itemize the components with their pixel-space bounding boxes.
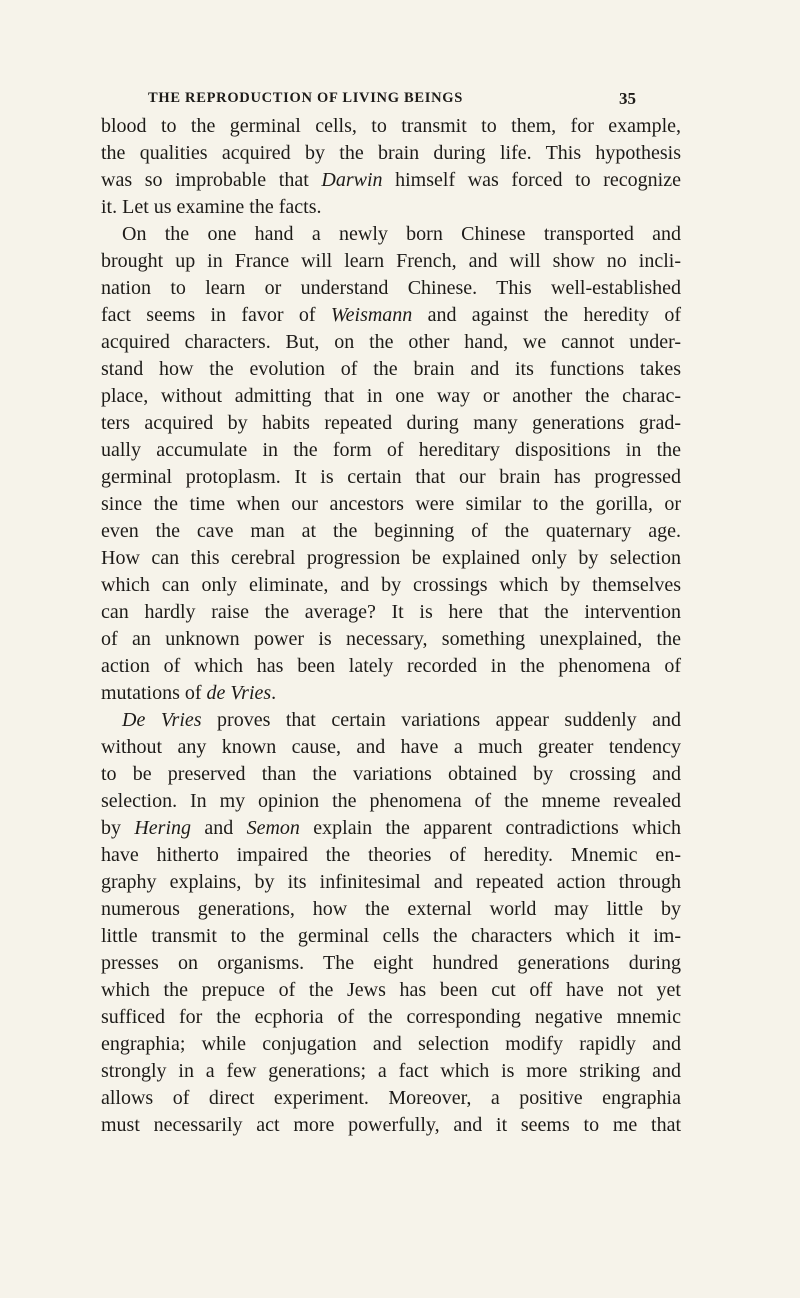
- text-segment: .: [271, 682, 277, 704]
- text-line: [101, 734, 681, 761]
- text-segment: by: [101, 817, 135, 839]
- italic-text: Weismann: [330, 304, 413, 326]
- text-line: [101, 329, 681, 356]
- text-segment: which the prepuce of the Jews has been cut off have not yet: [101, 979, 681, 1001]
- text-segment: presses on organisms. The eight hundred generations during: [101, 952, 681, 974]
- text-segment: it. Let us examine the facts.: [101, 196, 322, 218]
- text-line: [101, 140, 681, 167]
- text-segment: and against the heredity of: [412, 304, 681, 326]
- text-segment: mutations of: [101, 682, 207, 704]
- text-line: [101, 950, 681, 977]
- text-line: [101, 626, 681, 653]
- text-line: [101, 1058, 681, 1085]
- text-line: [101, 869, 681, 896]
- running-head: THE REPRODUCTION OF LIVING BEINGS: [148, 90, 464, 106]
- text-line: [101, 167, 681, 194]
- page-header: [0, 90, 800, 114]
- text-line: [101, 977, 681, 1004]
- text-segment: blood to the germinal cells, to transmit to them, for example,: [101, 115, 681, 137]
- text-segment: germinal protoplasm. It is certain that our brain has progressed: [101, 466, 681, 488]
- page-number: 35: [619, 89, 636, 108]
- text-line: [101, 545, 681, 572]
- text-segment: allows of direct experiment. Moreover, a positive engraphia: [101, 1087, 681, 1109]
- text-segment: selection. In my opinion the phenomena of the mneme revealed: [101, 790, 681, 812]
- text-segment: numerous generations, how the external world may little by: [101, 898, 681, 920]
- text-segment: nation to learn or understand Chinese. This well-established: [101, 277, 681, 299]
- italic-text: Semon: [246, 817, 300, 839]
- text-segment: proves that certain variations appear suddenly and: [201, 709, 682, 731]
- text-line: [101, 788, 681, 815]
- text-segment: and: [191, 817, 247, 839]
- text-segment: action of which has been lately recorded in the phenomena of: [101, 655, 681, 677]
- italic-text: Hering: [134, 817, 192, 839]
- italic-text: de Vries: [206, 682, 272, 704]
- text-line: [101, 815, 681, 842]
- text-segment: himself was forced to recognize: [382, 169, 681, 191]
- text-line: [101, 1031, 681, 1058]
- text-line: [101, 302, 681, 329]
- body-text: [101, 113, 681, 1139]
- text-segment: How can this cerebral progression be explained only by selection: [101, 547, 681, 569]
- text-line: [101, 518, 681, 545]
- text-segment: since the time when our ancestors were similar to the gorilla, or: [101, 493, 681, 515]
- text-segment: little transmit to the germinal cells the characters which it im-: [101, 925, 681, 947]
- text-line: [101, 248, 681, 275]
- text-line: [101, 464, 681, 491]
- text-segment: can hardly raise the average? It is here that the intervention: [101, 601, 681, 623]
- text-segment: the qualities acquired by the brain during life. This hypothesis: [101, 142, 681, 164]
- text-segment: ually accumulate in the form of hereditary dispositions in the: [101, 439, 681, 461]
- text-line: [101, 923, 681, 950]
- text-line: [101, 1085, 681, 1112]
- text-segment: even the cave man at the beginning of the quaternary age.: [101, 520, 681, 542]
- text-segment: have hitherto impaired the theories of heredity. Mnemic en-: [101, 844, 681, 866]
- text-line: [101, 194, 681, 221]
- text-segment: strongly in a few generations; a fact which is more striking and: [101, 1060, 681, 1082]
- text-segment: which can only eliminate, and by crossings which by themselves: [101, 574, 681, 596]
- text-segment: to be preserved than the variations obtained by crossing and: [101, 763, 681, 785]
- text-line: [101, 275, 681, 302]
- text-line: [101, 491, 681, 518]
- text-line: [101, 410, 681, 437]
- text-segment: engraphia; while conjugation and selection modify rapidly and: [101, 1033, 681, 1055]
- text-segment: of an unknown power is necessary, something unexplained, the: [101, 628, 681, 650]
- text-line: [101, 1004, 681, 1031]
- text-segment: sufficed for the ecphoria of the corresponding negative mnemic: [101, 1006, 681, 1028]
- italic-text: De Vries: [122, 709, 202, 731]
- text-segment: must necessarily act more powerfully, and it seems to me that: [101, 1114, 681, 1136]
- text-segment: ters acquired by habits repeated during many generations grad-: [101, 412, 681, 434]
- text-line: [101, 113, 681, 140]
- text-line: [101, 221, 681, 248]
- text-segment: brought up in France will learn French, and will show no incli-: [101, 250, 681, 272]
- text-line: [101, 896, 681, 923]
- italic-text: Darwin: [321, 169, 383, 191]
- text-line: [101, 383, 681, 410]
- text-line: [101, 707, 681, 734]
- text-line: [101, 599, 681, 626]
- text-line: [101, 653, 681, 680]
- text-line: [101, 842, 681, 869]
- text-segment: On the one hand a newly born Chinese transported and: [122, 223, 681, 245]
- text-line: [101, 572, 681, 599]
- text-segment: place, without admitting that in one way or another the charac-: [101, 385, 681, 407]
- text-line: [101, 437, 681, 464]
- text-line: [101, 680, 681, 707]
- text-segment: acquired characters. But, on the other hand, we cannot under-: [101, 331, 681, 353]
- text-segment: was so improbable that: [101, 169, 322, 191]
- text-line: [101, 761, 681, 788]
- text-line: [101, 356, 681, 383]
- text-segment: explain the apparent contradictions which: [299, 817, 682, 839]
- text-segment: fact seems in favor of: [101, 304, 331, 326]
- text-segment: graphy explains, by its infinitesimal and repeated action through: [101, 871, 681, 893]
- text-segment: stand how the evolution of the brain and its functions takes: [101, 358, 681, 380]
- text-line: [101, 1112, 681, 1139]
- text-segment: without any known cause, and have a much greater tendency: [101, 736, 681, 758]
